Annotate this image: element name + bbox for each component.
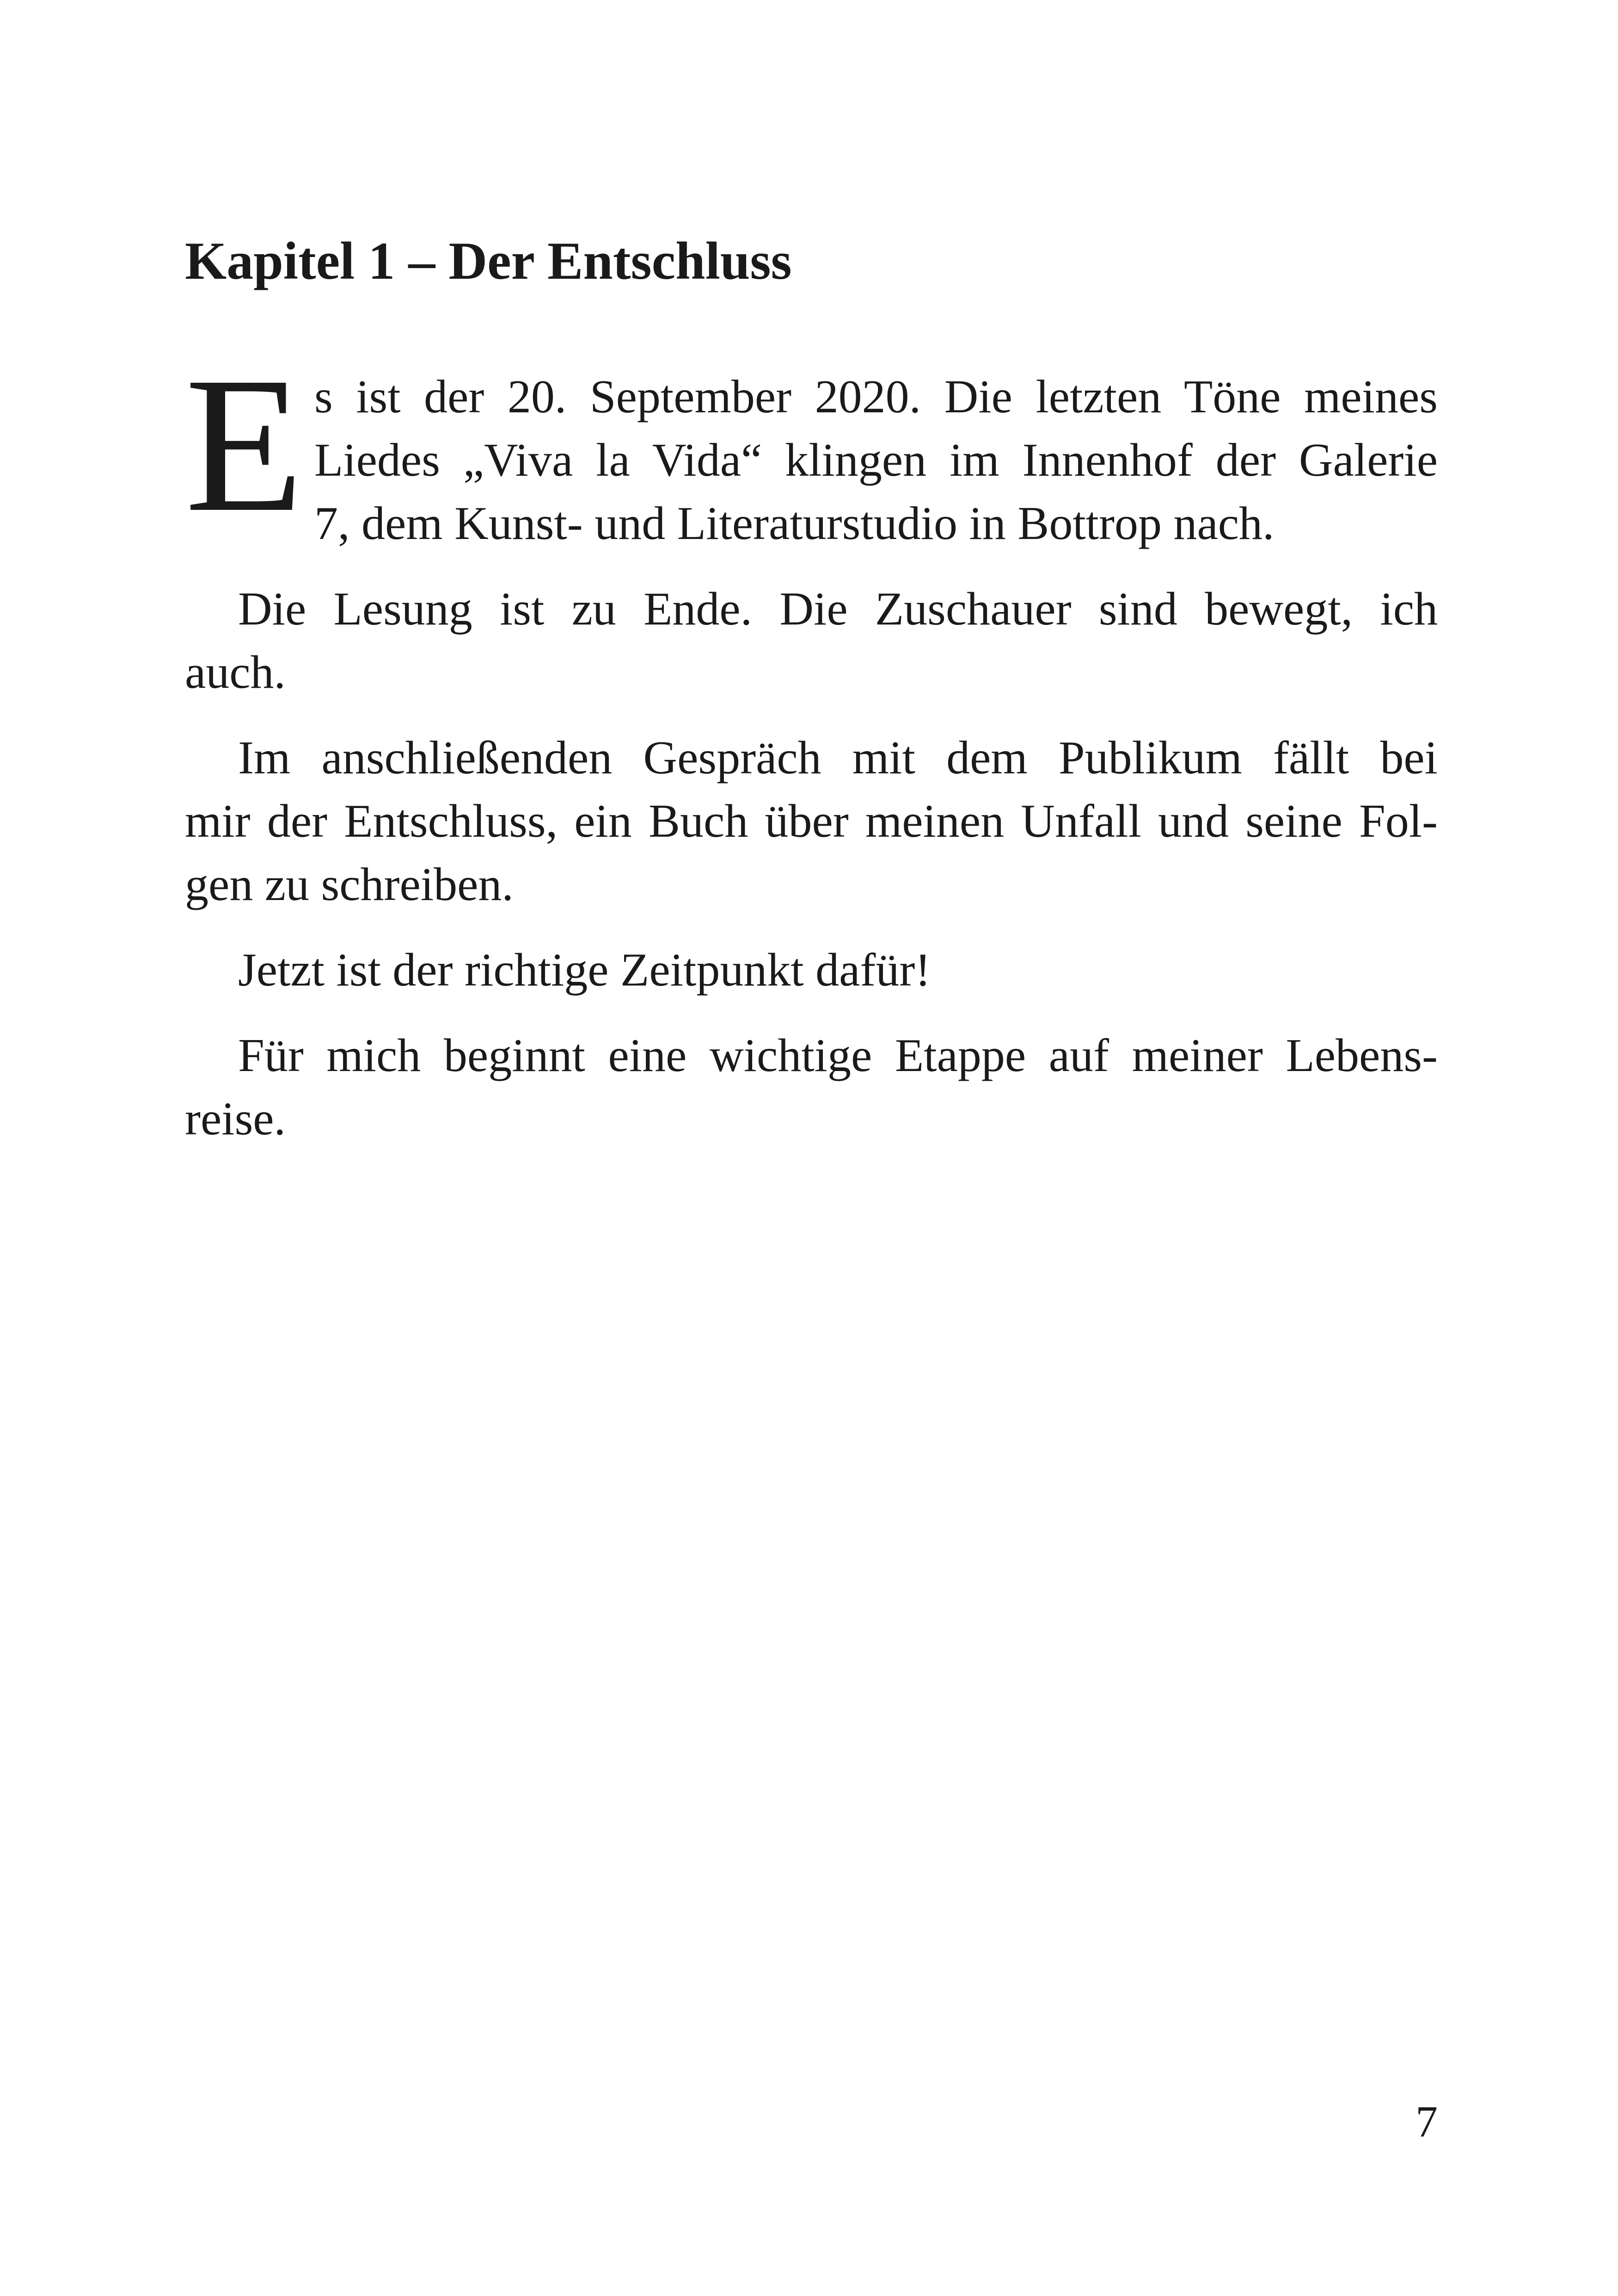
opening-lines — [314, 365, 1438, 555]
text-line: gen zu schreiben. — [185, 858, 514, 911]
chapter-title: Kapitel 1 – Der Entschluss — [185, 232, 792, 291]
text-line: auch. — [185, 646, 286, 698]
paragraph — [185, 1024, 1438, 1151]
text-line: Liedes „Viva la Vida“ klingen im Innenhof der Galerie — [314, 434, 1438, 486]
text-line: Jetzt ist der richtige Zeitpunkt dafür! — [238, 944, 931, 996]
opening-paragraph — [185, 337, 1438, 555]
text-line: 7, dem Kunst- und Literaturstudio in Bottrop nach. — [314, 497, 1275, 550]
text-line: s ist der 20. September 2020. Die letzten Töne meines — [314, 371, 1438, 423]
paragraph — [185, 577, 1438, 704]
paragraph — [185, 938, 1438, 1002]
text-line: Im anschließenden Gespräch mit dem Publikum fällt bei — [238, 732, 1438, 784]
paragraph — [185, 726, 1438, 916]
text-line: Für mich beginnt eine wichtige Etappe auf meiner Lebens- — [238, 1029, 1438, 1082]
chapter-body — [185, 337, 1438, 1151]
text-line: mir der Entschluss, ein Buch über meinen Unfall und seine Fol- — [185, 795, 1438, 847]
text-line: Die Lesung ist zu Ende. Die Zuschauer sind bewegt, ich — [238, 583, 1438, 635]
drop-cap: E — [185, 337, 304, 552]
text-line: reise. — [185, 1093, 286, 1145]
page-number: 7 — [1416, 2097, 1438, 2146]
